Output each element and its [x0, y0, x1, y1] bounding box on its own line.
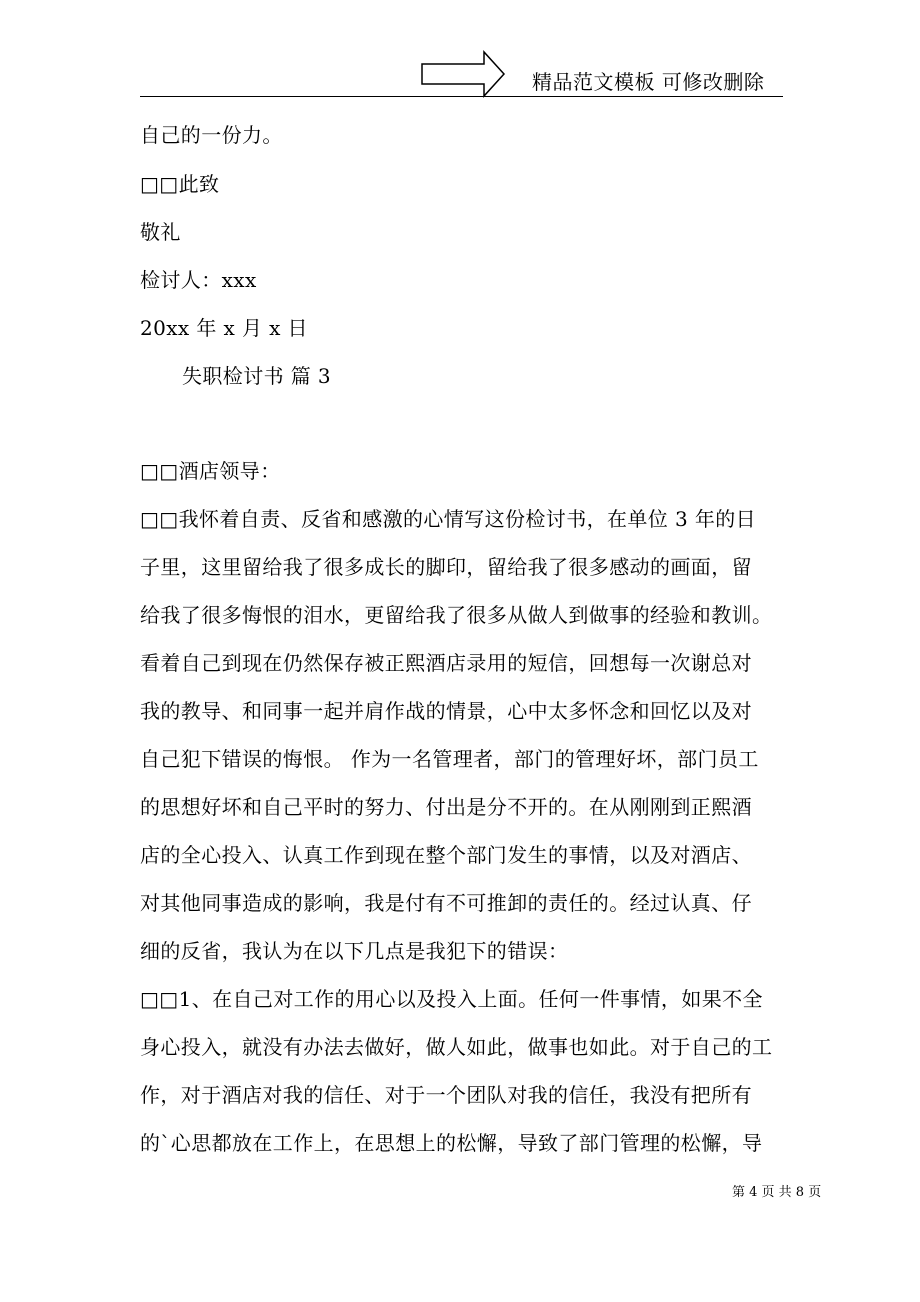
text-line: 给我了很多悔恨的泪水，更留给我了很多从做人到做事的经验和教训。: [140, 603, 773, 627]
text-line: □□1、在自己对工作的用心以及投入上面。任何一件事情，如果不全: [140, 987, 763, 1011]
text-line: 店的全心投入、认真工作到现在整个部门发生的事情，以及对酒店、: [140, 843, 752, 867]
text-line: 身心投入，就没有办法去做好，做人如此，做事也如此。对于自己的工: [140, 1035, 773, 1059]
text-line: 敬礼: [140, 220, 181, 244]
text-line: 作，对于酒店对我的信任、对于一个团队对我的信任，我没有把所有: [140, 1083, 752, 1107]
text-line: 的`心思都放在工作上，在思想上的松懈，导致了部门管理的松懈，导: [140, 1131, 763, 1155]
text-line: □□酒店领导：: [140, 459, 281, 483]
text-line: 检讨人：xxx: [140, 268, 257, 292]
page-number: 第 4 页 共 8 页: [732, 1185, 822, 1200]
text-line: 自己的一份力。: [140, 123, 283, 147]
text-line: □□我怀着自责、反省和感激的心情写这份检讨书，在单位 3 年的日: [140, 507, 757, 531]
text-line: 看着自己到现在仍然保存被正熙酒店录用的短信，回想每一次谢总对: [140, 651, 752, 675]
section-heading: 失职检讨书 篇 3: [182, 364, 332, 388]
text-line: 20xx 年 x 月 x 日: [140, 316, 308, 340]
text-line: 细的反省，我认为在以下几点是我犯下的错误：: [140, 939, 569, 963]
header-title: 精品范文模板 可修改删除: [532, 70, 765, 94]
text-line: 自己犯下错误的悔恨。 作为一名管理者，部门的管理好坏，部门员工: [140, 747, 759, 771]
text-line: □□此致: [140, 172, 220, 196]
arrow-icon: [420, 50, 506, 98]
text-line: 的思想好坏和自己平时的努力、付出是分不开的。在从刚刚到正熙酒: [140, 795, 752, 819]
text-line: 子里，这里留给我了很多成长的脚印，留给我了很多感动的画面，留: [140, 555, 752, 579]
text-line: 对其他同事造成的影响，我是付有不可推卸的责任的。经过认真、仔: [140, 891, 752, 915]
header-divider: [140, 96, 783, 97]
text-line: 我的教导、和同事一起并肩作战的情景，心中太多怀念和回忆以及对: [140, 699, 752, 723]
